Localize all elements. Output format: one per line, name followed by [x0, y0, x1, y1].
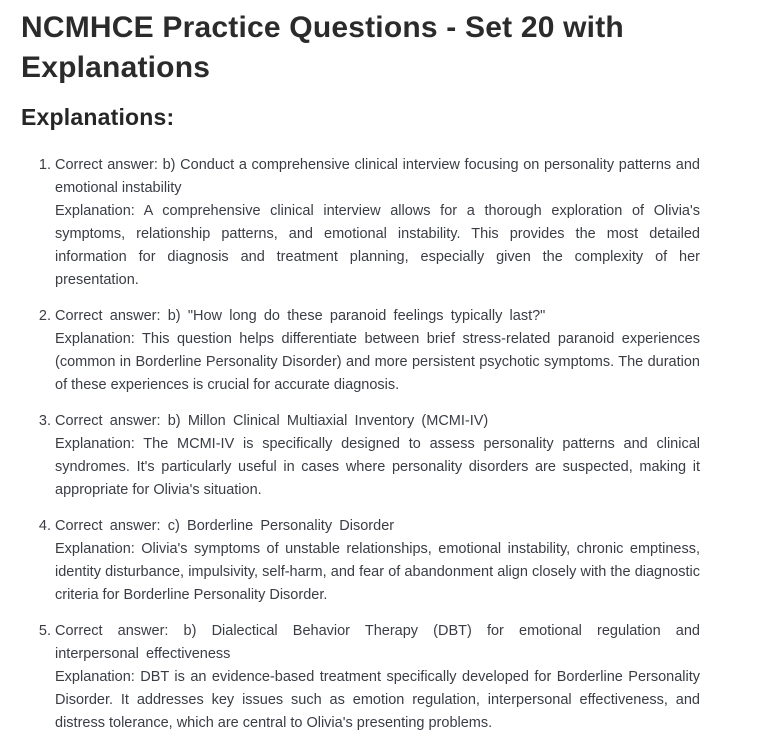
list-item	[21, 154, 700, 292]
list-item	[21, 515, 700, 607]
list-number: 3.	[38, 413, 51, 429]
list-item-text	[55, 515, 700, 607]
explanation-text: Explanation: DBT is an evidence-based treatment specifically developed for Borderline Personality Disorder. It addresses key issues such as emotion regulation, interpersonal effectiveness, and distress tolerance, which are central to Olivia's presenting problems.	[55, 669, 700, 731]
explanation-text: Explanation: Olivia's symptoms of unstable relationships, emotional instability, chronic emptiness, identity disturbance, impulsivity, self-harm, and fear of abandonment align closely with the diagnostic criteria for Borderline Personality Disorder.	[55, 541, 700, 603]
list-number: 1.	[38, 157, 51, 173]
list-item	[21, 620, 700, 735]
list-item-text	[55, 305, 700, 397]
answer-text: Correct answer: b) "How long do these paranoid feelings typically last?"	[55, 308, 546, 324]
explanation-text: Explanation: This question helps differentiate between brief stress-related paranoid experiences (common in Borderline Personality Disorder) and more persistent psychotic symptoms. The duration of these experiences is crucial for accurate diagnosis.	[55, 331, 700, 393]
list-item-text	[55, 154, 700, 292]
list-number: 5.	[38, 623, 51, 639]
list-item	[21, 305, 700, 397]
answer-text: Correct answer: b) Millon Clinical Multiaxial Inventory (MCMI-IV)	[55, 413, 489, 429]
list-item	[21, 410, 700, 502]
answer-text: Correct answer: b) Conduct a comprehensive clinical interview focusing on personality patterns and emotional instability	[55, 157, 700, 196]
explanations-list	[21, 154, 700, 735]
list-item-text	[55, 620, 700, 735]
page-title: NCMHCE Practice Questions - Set 20 with Explanations	[21, 11, 624, 84]
list-number: 4.	[38, 518, 51, 534]
list-item-text	[55, 410, 700, 502]
answer-text: Correct answer: c) Borderline Personality Disorder	[55, 518, 395, 534]
answer-text: Correct answer: b) Dialectical Behavior Therapy (DBT) for emotional regulation and interpersonal effectiveness	[55, 623, 700, 662]
section-heading: Explanations:	[21, 104, 175, 130]
explanation-text: Explanation: The MCMI-IV is specifically designed to assess personality patterns and clinical syndromes. It's particularly useful in cases where personality disorders are suspected, making it appropriate for Olivia's situation.	[55, 436, 700, 498]
list-number: 2.	[38, 308, 51, 324]
explanation-text: Explanation: A comprehensive clinical interview allows for a thorough exploration of Olivia's symptoms, relationship patterns, and emotional instability. This provides the most detailed information for diagnosis and treatment planning, especially given the complexity of her presentation.	[55, 203, 700, 288]
